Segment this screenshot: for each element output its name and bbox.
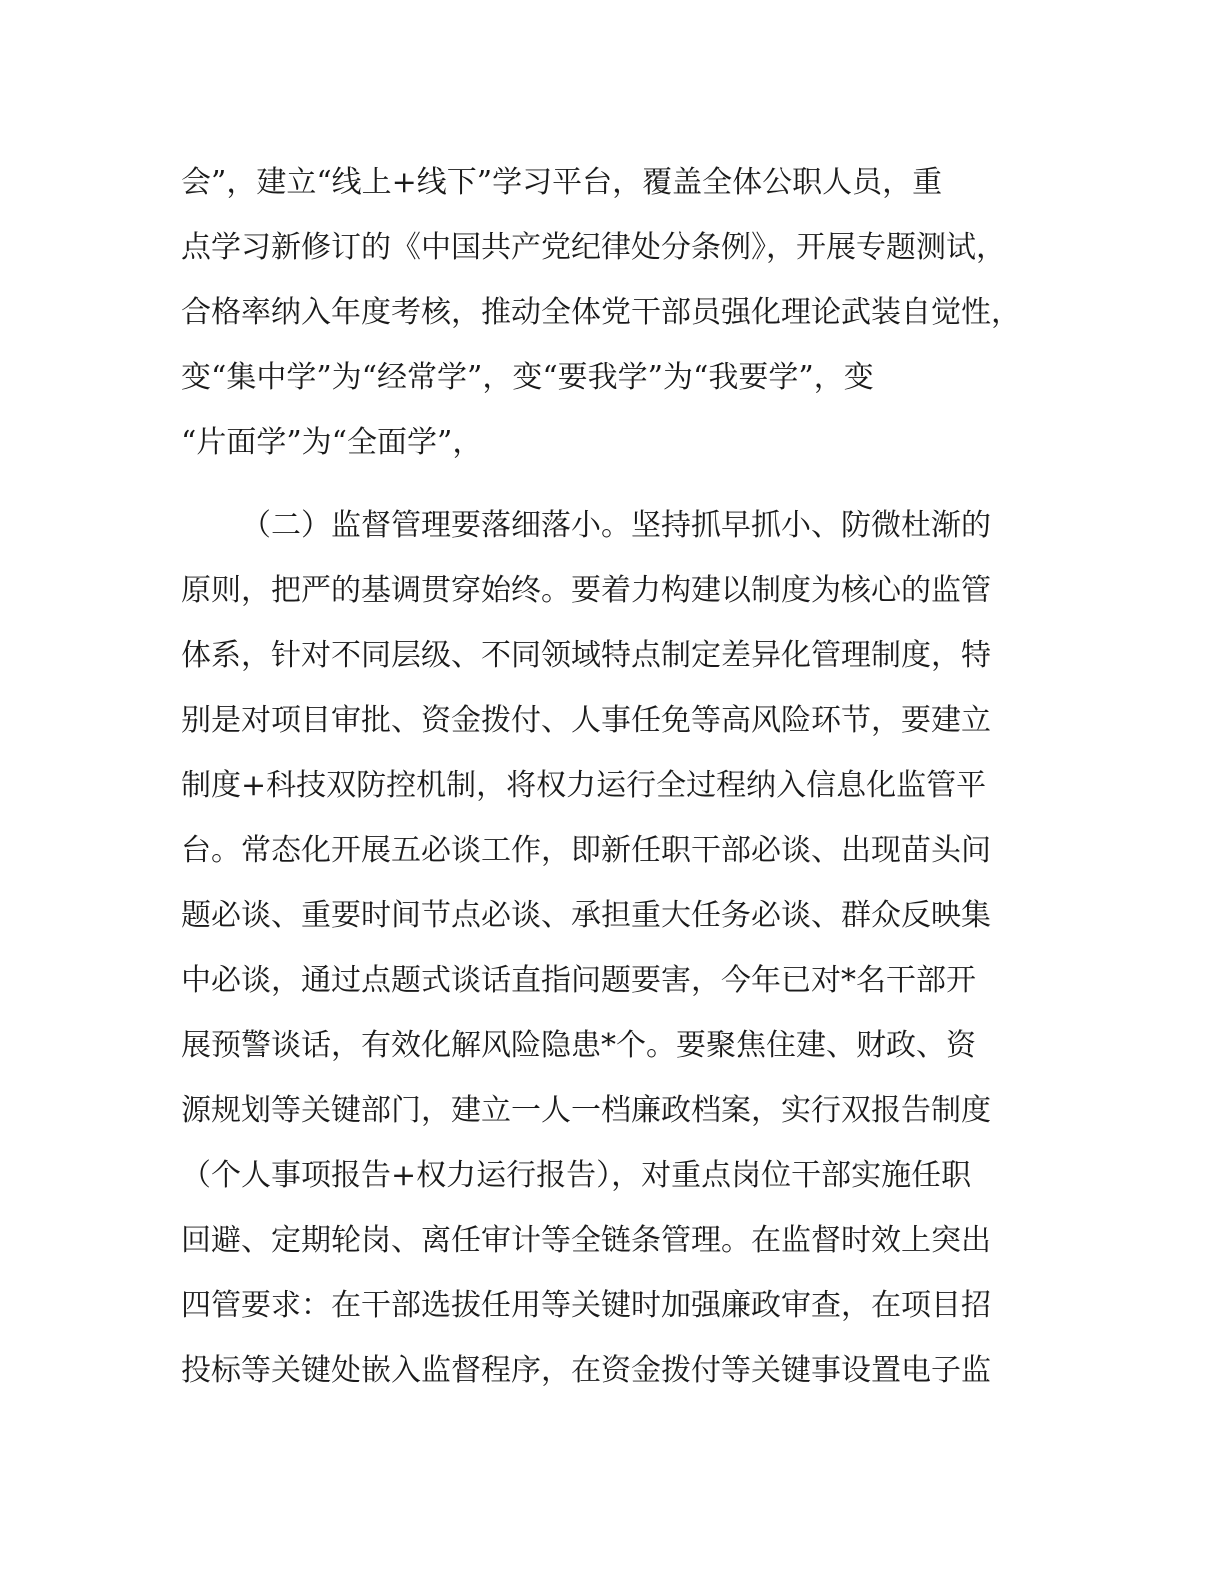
text-line: 回避、定期轮岗、离任审计等全链条管理。在监督时效上突出 <box>181 1223 991 1258</box>
text-line: 投标等关键处嵌入监督程序，在资金拨付等关键事设置电子监 <box>181 1353 991 1388</box>
document-body <box>181 150 1051 1403</box>
text-line: 别是对项目审批、资金拨付、人事任免等高风险环节，要建立 <box>181 703 991 738</box>
text-line: 中必谈，通过点题式谈话直指问题要害，今年已对*名干部开 <box>181 963 976 998</box>
text-line: （个人事项报告+权力运行报告），对重点岗位干部实施任职 <box>181 1158 972 1193</box>
section-heading-line: （二）监督管理要落细落小。坚持抓早抓小、防微杜渐的 <box>241 508 991 543</box>
paragraph-2 <box>181 493 1051 1403</box>
text-line: 四管要求：在干部选拔任用等关键时加强廉政审查，在项目招 <box>181 1288 991 1323</box>
paragraph-spacer <box>181 475 1051 493</box>
text-line: 制度+科技双防控机制，将权力运行全过程纳入信息化监管平 <box>181 768 987 803</box>
text-line: 体系，针对不同层级、不同领域特点制定差异化管理制度，特 <box>181 638 991 673</box>
text-line: 点学习新修订的《中国共产党纪律处分条例》，开展专题测试， <box>181 230 1006 265</box>
text-line: 原则，把严的基调贯穿始终。要着力构建以制度为核心的监管 <box>181 573 991 608</box>
text-line: 题必谈、重要时间节点必谈、承担重大任务必谈、群众反映集 <box>181 898 991 933</box>
text-line: 会”，建立“线上+线下”学习平台，覆盖全体公职人员，重 <box>181 165 943 200</box>
text-line: “片面学”为“全面学”， <box>181 425 483 460</box>
text-line: 展预警谈话，有效化解风险隐患*个。要聚焦住建、财政、资 <box>181 1028 976 1063</box>
text-line: 源规划等关键部门，建立一人一档廉政档案，实行双报告制度 <box>181 1093 991 1128</box>
text-line: 台。常态化开展五必谈工作，即新任职干部必谈、出现苗头问 <box>181 833 991 868</box>
text-line: 变“集中学”为“经常学”，变“要我学”为“我要学”，变 <box>181 360 874 395</box>
text-line: 合格率纳入年度考核，推动全体党干部员强化理论武装自觉性， <box>181 295 1021 330</box>
paragraph-1 <box>181 150 1051 475</box>
